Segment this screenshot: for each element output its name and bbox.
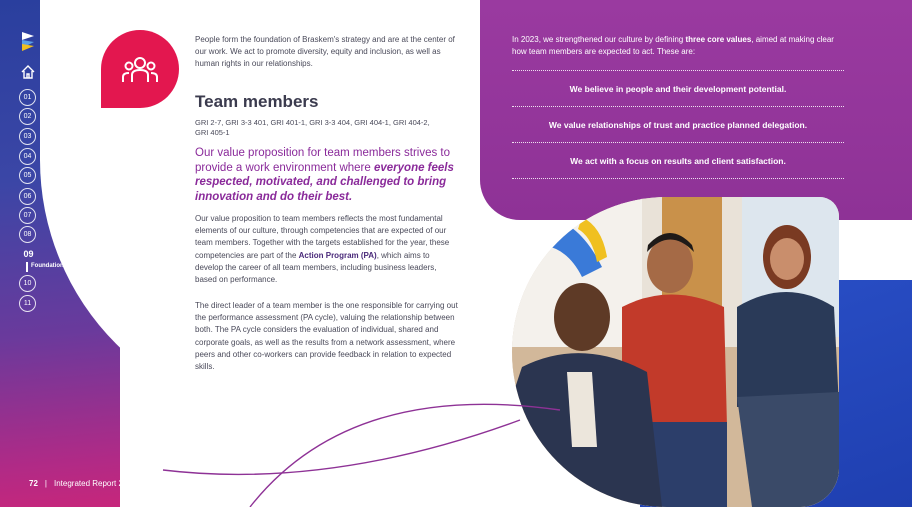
performance-assessment-paragraph: The direct leader of a team member is the one responsible for carrying out the performance assessment (PA cycle), valuing the relationship between both. The PA cycle considers the evaluation of individual, shared and corporate goals, as well as the results from a network assessment, where peers and other co-workers can provide feedback in relation to expected skills. [195,301,458,372]
value-proposition-emphasis: everyone feels respected, motivated, and challenged to bring innovation and do their best. [195,161,454,203]
nav-chapter-04[interactable]: 04 [19,148,36,165]
nav-chapter-08[interactable]: 08 [19,226,36,243]
panel-intro-bold: three core values [685,35,752,44]
core-value-1: We believe in people and their development potential. [569,84,787,94]
nav-active-label[interactable]: Foundations [31,263,67,269]
page-number: 72 [29,479,38,488]
nav-chapter-02[interactable]: 02 [19,108,36,125]
report-title: Integrated Report 2023 [53,479,137,488]
nav-chapter-06[interactable]: 06 [19,188,36,205]
panel-intro-text: In 2023, we strengthened our culture by defining [512,35,686,44]
paragraph-text: , which aims to develop the career of all team members, including business leaders, based on performance. [195,250,437,285]
gri-codes: GRI 2-7, GRI 3-3 401, GRI 401-1, GRI 3-3 404, GRI 404-1, GRI 404-2, GRI 405-1 [195,118,430,137]
nav-chapter-01[interactable]: 01 [19,89,36,106]
panel-intro-text: , aimed at making clear how team members are expected to act. These are: [512,35,834,56]
nav-chapter-09[interactable]: 09 [23,248,34,259]
core-value-3: We act with a focus on results and client satisfaction. [570,156,786,166]
section-title: People [112,127,139,206]
action-program-link[interactable]: Action Program (PA) [298,250,377,260]
nav-chapter-11[interactable]: 11 [19,295,36,312]
nav-chapter-05[interactable]: 05 [19,167,36,184]
value-proposition-text: Our value proposition for team members strives to provide a work environment where [195,147,451,174]
nav-chapter-03[interactable]: 03 [19,128,36,145]
core-value-2: We value relationships of trust and practice planned delegation. [548,120,808,130]
paragraph-text: Our value proposition to team members reflects the most fundamental elements of our culture, through competencies that are expected of our team members. Together with the targets established for the year, these competencies are part of the [195,214,450,260]
footer-separator: | [44,479,47,488]
nav-chapter-10[interactable]: 10 [19,275,36,292]
intro-paragraph: People form the foundation of Braskem's strategy and are at the center of our work. We act to promote diversity, equity and inclusion, as well as human rights in our relationships. [195,35,455,68]
team-members-heading: Team members [195,92,319,111]
nav-chapter-07[interactable]: 07 [19,207,36,224]
